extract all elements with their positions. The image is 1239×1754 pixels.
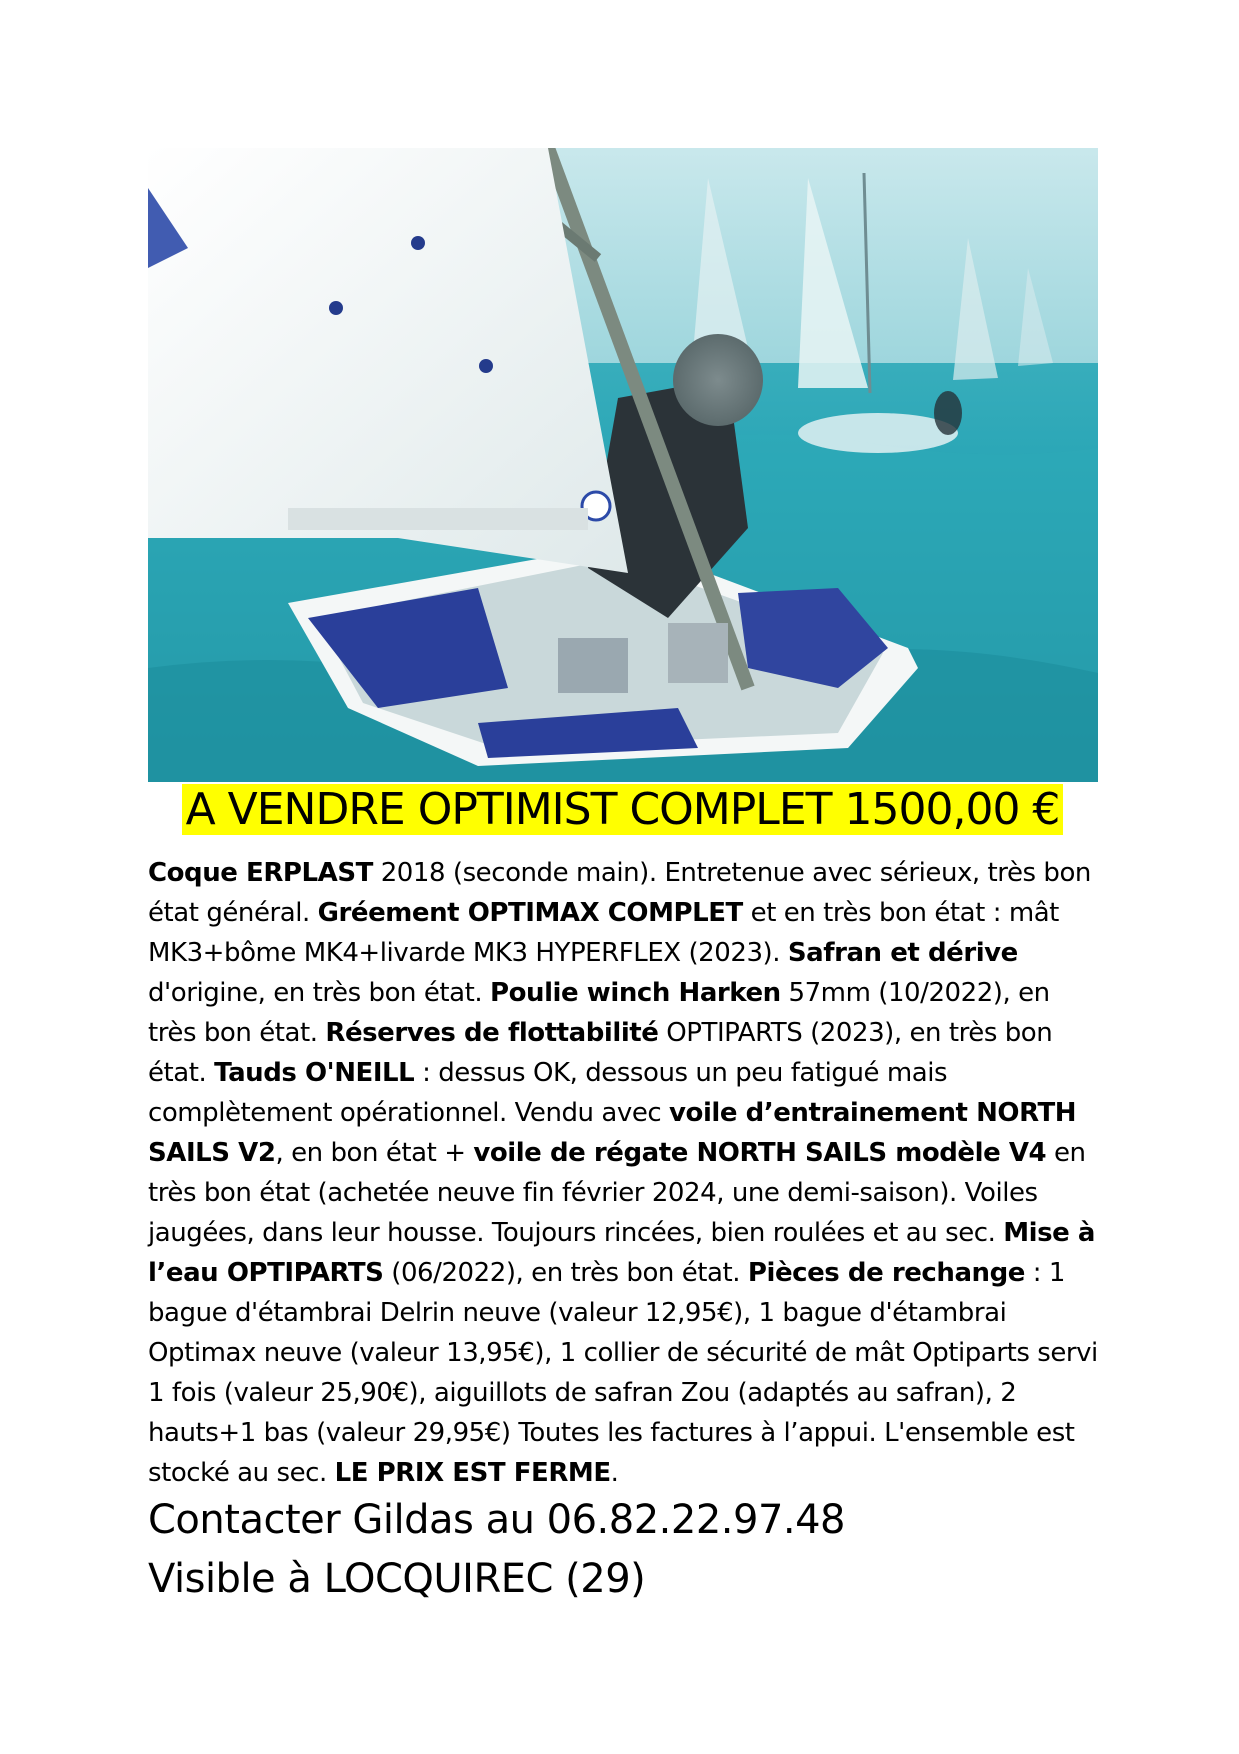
desc-bold: Gréement OPTIMAX COMPLET (317, 898, 743, 928)
desc-text: . (610, 1458, 619, 1488)
desc-text: : dessus OK, dessous un peu fatigué mais complètement opérationnel. Vendu avec (148, 1058, 948, 1128)
desc-text: 57mm (10/2022), en très bon état. (148, 978, 1050, 1048)
description (148, 853, 1098, 1493)
headline-text: A VENDRE OPTIMIST COMPLET 1500,00 € (182, 784, 1064, 835)
desc-text: : 1 bague d'étambrai Delrin neuve (valeur 12,95€), 1 bague d'étambrai Optimax neuve (valeur 13,95€), 1 collier de sécurité de mât Optiparts servi 1 fois (valeur 25,90€), aiguillots de safran Zou (adaptés au safran), 2 hauts+1 bas (valeur 29,95€) Toutes les factures à l’appui. L'ensemble est stocké au sec. (148, 1258, 1098, 1488)
contact-location: Visible à LOCQUIREC (29) (148, 1556, 646, 1602)
desc-text: 2018 (seconde main). Entretenue avec sérieux, très bon état général. (148, 858, 1091, 928)
desc-text: en très bon état (achetée neuve fin février 2024, une demi-saison). Voiles jaugées, dans leur housse. Toujours rincées, bien roulées et au sec. (148, 1138, 1086, 1248)
desc-bold: Safran et dérive (787, 938, 1018, 968)
desc-text: d'origine, en très bon état. (148, 978, 491, 1008)
sailing-dinghy-photo (148, 148, 1098, 782)
headline (160, 784, 1085, 837)
desc-text: et en très bon état : mât MK3+bôme MK4+livarde MK3 HYPERFLEX (2023). (148, 898, 1059, 968)
desc-bold: Pièces de rechange (747, 1258, 1025, 1288)
desc-text: OPTIPARTS (2023), en très bon état. (148, 1018, 1053, 1088)
desc-text: (06/2022), en très bon état. (383, 1258, 748, 1288)
desc-bold: Tauds O'NEILL (214, 1058, 415, 1088)
desc-bold: Réserves de flottabilité (325, 1018, 659, 1048)
desc-bold: Coque ERPLAST (148, 858, 373, 888)
desc-bold: voile de régate NORTH SAILS modèle V4 (473, 1138, 1047, 1168)
desc-text: , en bon état + (275, 1138, 474, 1168)
optimist-photo-illustration (148, 148, 1098, 782)
desc-bold: Poulie winch Harken (490, 978, 781, 1008)
desc-bold: Mise à l’eau OPTIPARTS (148, 1218, 1096, 1288)
desc-bold: voile d’entrainement NORTH SAILS V2 (148, 1098, 1077, 1168)
contact-phone: Contacter Gildas au 06.82.22.97.48 (148, 1497, 846, 1543)
desc-bold: LE PRIX EST FERME (334, 1458, 611, 1488)
